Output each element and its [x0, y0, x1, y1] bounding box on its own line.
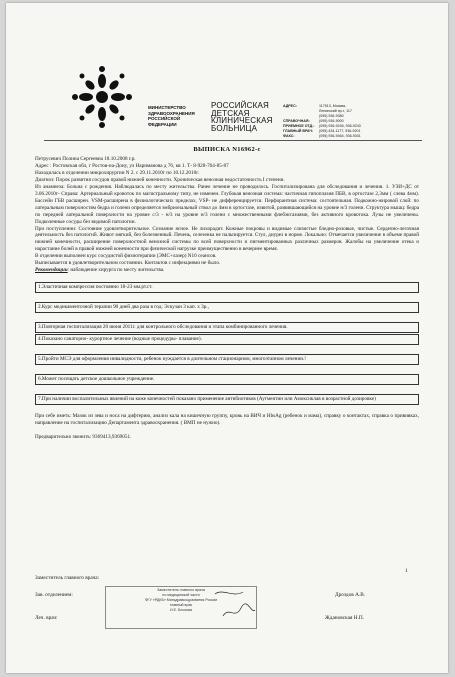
diagnosis: Диагноз: Порок развития сосудов правой нижней конечности. Хроническая венозная недостаточность I степени. — [35, 176, 285, 183]
deputy-chief-label: Заместитель главного врача: — [35, 575, 100, 581]
document-title: ВЫПИСКА N16962-с — [193, 146, 261, 153]
ministry-line: ФЕДЕРАЦИИ — [148, 121, 177, 127]
admission-status: При поступлении: Состояние удовлетворительное. Сознание ясное. Не лихорадит. Кожные покровы и видимые слизистые бледно-розовые, чистые. Сердечно-легочная деятельность без патологий. Живот мягкий, без болезненный. Печень, селезенка не пальпируется. Стул, диурез в норме. Локально: Отмечается увеличение в объеме правой нижней конечности, расширение поверхностной венозной системы по всей поверхности и пигментированных различных размеров. Жалобы на увеличение отека и нарастание болей в правой нижней конечности при физической нагрузке преимущественно в вечернее время. — [35, 225, 419, 253]
hospital-line: БОЛЬНИЦА — [211, 123, 258, 133]
document-sheet — [6, 3, 448, 673]
hospital-line: РОССИЙСКАЯ — [211, 101, 269, 110]
head-of-department-name: Дроздов А.В. — [335, 592, 366, 598]
stamp-line: по медицинской части — [162, 593, 200, 597]
ministry-name — [148, 105, 206, 127]
spacer — [35, 406, 419, 413]
spacer — [35, 294, 419, 301]
recommendation-item: 7.При наличии воспалительных явлений на коже конечностей показано применение антибиотиков (Аугментин или Амоксиклав в возрастной дозировке) — [35, 394, 419, 405]
ministry-line: МИНИСТЕРСТВО — [148, 105, 186, 110]
patient-name: Петрусевич Полина Сергеевна 18.10.2008 г.р. — [35, 156, 136, 162]
recommendation-item: 3.Повторная госпитализация 20 июня 2011г. для контрольного обследования и этапа комбинированного лечения. — [35, 322, 419, 333]
contact-row: ФАКС: (095) 936-9464, 936-9301 — [283, 134, 361, 138]
anamnesis: Из анамнеза: Больна с рождения. Наблюдалась по месту жительства. Ранее лечение не проводилось. Госпитализирована для обследования и лечения. 1. УЗИ+ДС от 3.06.2010г- Справа: Артериальный кровоток по магистральному типу, не изменен. Глубокая венозная система: частичная гипоплазия ПБВ, в ортостазе 2,3мм ( слева 4мм). Бассейн ГБВ расширен. VSM-расширена в физиологических пределах, VSP- не дифференцируется. Перфорантная система: состоятельная. Подкожно-жировой слой: по латеральным поверхностям бедра и голени определяется эмбриональный ствол до 4мм в ортостазе, извитой, развившающийся на уровне н/3 голени. Структура мышц: бедра по передней латеральной поверхности на уровне с/3 - н/3 на уровне н/3 голени с множественными флебэктазиями, без активного кровотока. Лузы не увеличены. Подколенные сосуды без видимой патологии. — [35, 183, 419, 225]
hospital-line: ДЕТСКАЯ — [211, 108, 250, 118]
discharge-status: Выписывается в удовлетворительном состоянии. Контактов с инфекциями не было. — [35, 260, 221, 267]
spacer — [35, 346, 419, 353]
recommendation-item: 5.Пройти МСЭ для оформления инвалидности, ребенок нуждается в длительном стационарном, многоэтапном лечении.! — [35, 354, 419, 365]
hospital-stay: Находилась в отделении микрохирургии N 2. с 29.11.2010г по 10.12.2010г. — [35, 169, 200, 176]
treatment-course: В отделении выполнен курс сосудистой физиотерапии (ЭМС+лазер) N10 сеансов. — [35, 253, 217, 260]
ministry-line: РОССИЙСКОЙ — [148, 116, 181, 122]
stamp-line: Заместитель главного врача — [157, 588, 205, 592]
hospital-logo-icon — [69, 61, 135, 131]
contact-phones: Предварительно звонить: 9369413,9369051. — [35, 433, 132, 440]
recommendation-item: 6.Может посещать детское дошкольное учреждение. — [35, 374, 419, 385]
attending-doctor-label: Леч. врач: — [35, 615, 58, 621]
contact-row: АДРЕС: 117513, Москва, — [283, 104, 346, 108]
spacer — [35, 427, 419, 434]
hospital-contacts — [283, 104, 361, 139]
spacer — [35, 274, 419, 281]
discharge-summary-body — [35, 156, 419, 441]
recommendation-item: 4.Показано санаторно- курортное лечение (водные процедуры- плавание). — [35, 334, 419, 345]
stamp-text — [105, 588, 257, 613]
recommendations-label: Рекомендации — [35, 267, 68, 274]
spacer — [35, 386, 419, 393]
stamp-line: главный врач — [169, 603, 193, 607]
attending-doctor-name: Ждановская Н.П. — [325, 615, 364, 621]
ministry-line: ЗДРАВООХРАНЕНИЯ — [148, 110, 195, 116]
contact-row: ПРИЕМНОЕ ОТД.: (095) 936-9246, 936-9243 — [283, 124, 361, 128]
hospital-line: КЛИНИЧЕСКАЯ — [211, 116, 273, 126]
recommendations-text: : наблюдение хирурга по месту жительства. — [67, 267, 165, 274]
spacer — [35, 314, 419, 321]
recommendation-item: 2.Курс медикаментозной терапии 90 дней два раза в год: Эскузан 3 кап. х 3р., — [35, 302, 419, 313]
stamp-line: ФГУ «РДКБ» Минздравсоцразвития России — [144, 598, 218, 602]
letterhead-divider — [44, 140, 422, 141]
page-number: 1 — [405, 568, 408, 574]
hospital-name — [211, 102, 273, 132]
stamp-line: И.Е. Блохова — [169, 608, 192, 612]
spacer — [35, 366, 419, 373]
required-documents: При себе иметь: Мазок из зева и носа на дифтерию, анализ кала на кишечную группу, кровь на ВИЧ и HbsAg (ребенок и мама), справку о контактах, справка о прививках, направление на госпитализацию Департамента здравоохранения. ( ВМП не нужно). — [35, 412, 419, 426]
contact-row: ГЛАВНЫЙ ВРАЧ: (095) 434-1177, 936-9201 — [283, 129, 361, 133]
contact-row: (095) 936-9380 — [319, 114, 344, 118]
recommendations-heading — [35, 267, 419, 274]
contact-row: Ленинский пр-т, 117 — [319, 109, 352, 113]
contact-row: СПРАВОЧНАЯ: (095) 936-9000 — [283, 119, 344, 123]
patient-address: Адрес : Ростовская обл, г Ростов-на-Дону, ул Нариманова д 76, кв 1. Т- 8-928-764-85-87 — [35, 162, 229, 169]
head-of-department-label: Зав. отделением: — [35, 592, 73, 598]
recommendation-item: 1.Эластичная компрессия постоянно 18-23 мм.рт.ст. — [35, 282, 419, 293]
